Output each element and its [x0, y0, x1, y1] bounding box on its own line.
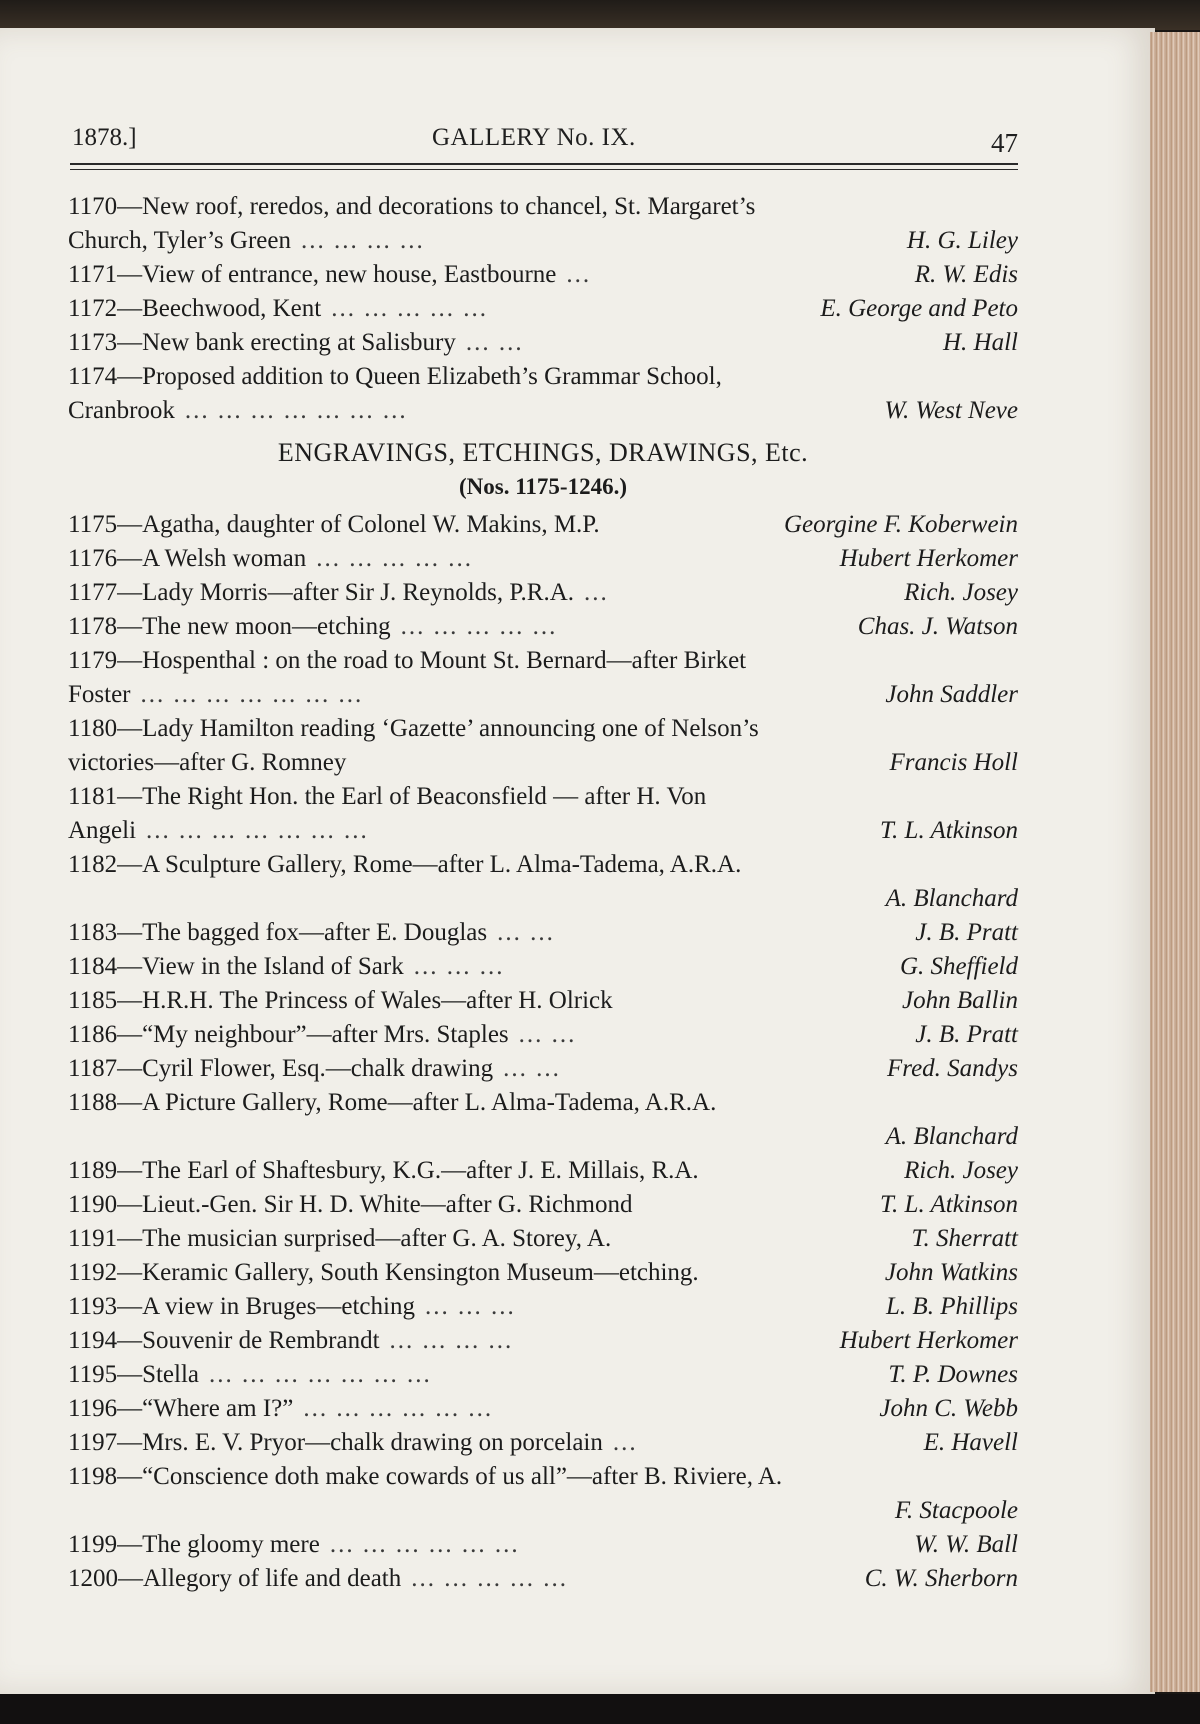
catalogue-entry	[68, 576, 1018, 610]
leader-dots: ... ...	[465, 329, 524, 356]
entry-title: Allegory of life and death	[143, 1565, 402, 1592]
entry-title: A Picture Gallery, Rome—after L. Alma-Tadema, A.R.A.	[142, 1089, 717, 1116]
catalogue-entry	[68, 326, 1018, 360]
entry-title: Cyril Flower, Esq.—chalk drawing	[142, 1055, 494, 1082]
entry-title: “Conscience doth make cowards of us all”—after B. Riviere, A.	[142, 1463, 783, 1490]
catalogue-entry	[68, 1562, 1018, 1596]
entry-artist: John Saddler	[885, 681, 1018, 708]
entry-number: 1197—	[68, 1429, 143, 1456]
catalogue-entry	[68, 258, 1018, 292]
entry-artist-line	[68, 1494, 1018, 1528]
leader-dots: ... ...	[497, 919, 555, 946]
entry-number: 1189—	[68, 1157, 143, 1184]
entry-number: 1195—	[68, 1361, 143, 1388]
catalogue-list	[68, 190, 1018, 1596]
catalogue-entry	[68, 712, 1018, 780]
entry-number: 1182—	[68, 851, 143, 878]
entry-title: A Sculpture Gallery, Rome—after L. Alma-Tadema, A.R.A.	[142, 851, 742, 878]
entry-number: 1188—	[68, 1089, 143, 1116]
leader-dots: ... ... ... ... ... ... ...	[140, 681, 364, 708]
leader-dots: ... ... ... ... ...	[411, 1565, 568, 1592]
catalogue-entry	[68, 1086, 1018, 1120]
page-number: 47	[991, 128, 1018, 158]
catalogue-entry	[68, 644, 1018, 712]
entry-title: Stella	[142, 1361, 200, 1388]
entry-artist: Hubert Herkomer	[839, 545, 1018, 572]
entry-title: Lady Morris—after Sir J. Reynolds, P.R.A.	[142, 579, 574, 606]
catalogue-entry	[68, 984, 1018, 1018]
entry-title: Hospenthal : on the road to Mount St. Bernard—after Birket	[142, 647, 747, 674]
entry-artist: Hubert Herkomer	[839, 1327, 1018, 1354]
leader-dots: ... ... ... ...	[389, 1327, 514, 1354]
entry-artist-line	[68, 882, 1018, 916]
catalogue-entry	[68, 1188, 1018, 1222]
catalogue-entry	[68, 292, 1018, 326]
leader-dots: ... ... ...	[413, 953, 505, 980]
entry-number: 1170—	[68, 193, 143, 220]
entry-artist: C. W. Sherborn	[864, 1565, 1018, 1592]
entry-title: Proposed addition to Queen Elizabeth’s Grammar School,	[142, 363, 722, 390]
entry-number: 1181—	[68, 783, 143, 810]
entry-title: The Earl of Shaftesbury, K.G.—after J. E. Millais, R.A.	[142, 1157, 699, 1184]
entry-artist: W. West Neve	[884, 397, 1018, 424]
catalogue-entry	[68, 1426, 1018, 1460]
entry-title: New bank erecting at Salisbury	[142, 329, 456, 356]
entry-title: View in the Island of Sark	[142, 953, 404, 980]
leader-dots: ... ... ... ... ... ... ...	[209, 1361, 432, 1388]
entry-artist: Chas. J. Watson	[857, 613, 1018, 640]
entry-artist: G. Sheffield	[899, 953, 1018, 980]
entry-title: “Where am I?”	[142, 1395, 294, 1422]
catalogue-entry	[68, 1052, 1018, 1086]
entry-title: A view in Bruges—etching	[142, 1293, 415, 1320]
catalogue-entry	[68, 360, 1018, 428]
entry-artist: T. L. Atkinson	[880, 817, 1018, 844]
leader-dots: ... ... ... ... ... ...	[303, 1395, 494, 1422]
entry-number: 1174—	[68, 363, 143, 390]
entry-title: View of entrance, new house, Eastbourne	[142, 261, 557, 288]
entry-title: Agatha, daughter of Colonel W. Makins, M.P.	[142, 511, 600, 538]
entry-artist: H. Hall	[943, 329, 1018, 356]
catalogue-entry	[68, 1358, 1018, 1392]
entry-number: 1194—	[68, 1327, 143, 1354]
entry-number: 1177—	[68, 579, 143, 606]
book-bottom-edge	[0, 1694, 1200, 1724]
catalogue-entry	[68, 780, 1018, 848]
entry-number: 1172—	[68, 295, 143, 322]
leader-dots: ... ...	[518, 1021, 577, 1048]
entry-number: 1187—	[68, 1055, 143, 1082]
entry-number: 1185—	[68, 987, 143, 1014]
leader-dots: ... ... ... ... ... ...	[329, 1531, 520, 1558]
catalogue-entry	[68, 916, 1018, 950]
entry-title: “My neighbour”—after Mrs. Staples	[142, 1021, 509, 1048]
entry-number: 1198—	[68, 1463, 143, 1490]
entry-artist: Rich. Josey	[904, 579, 1018, 606]
entry-artist: H. G. Liley	[906, 227, 1018, 254]
catalogue-entry	[68, 1324, 1018, 1358]
entry-number: 1184—	[68, 953, 143, 980]
entry-artist: Francis Holl	[889, 749, 1018, 776]
entry-title: H.R.H. The Princess of Wales—after H. Olrick	[142, 987, 613, 1014]
entry-artist: John Watkins	[884, 1259, 1018, 1286]
entry-title: Lady Hamilton reading ‘Gazette’ announcing one of Nelson’s	[142, 715, 759, 742]
leader-dots: ...	[612, 1429, 638, 1456]
entry-artist: E. George and Peto	[820, 295, 1018, 322]
catalogue-entry	[68, 1222, 1018, 1256]
entry-artist: A. Blanchard	[885, 1123, 1018, 1150]
entry-title: The Right Hon. the Earl of Beaconsfield — after H. Von	[142, 783, 707, 810]
entry-number: 1192—	[68, 1259, 143, 1286]
entry-number: 1175—	[68, 511, 143, 538]
entry-number: 1171—	[68, 261, 143, 288]
catalogue-entry	[68, 950, 1018, 984]
entry-number: 1199—	[68, 1531, 143, 1558]
entry-artist: Fred. Sandys	[887, 1055, 1018, 1082]
leader-dots: ... ... ... ... ...	[316, 545, 474, 572]
leader-dots: ... ... ... ... ...	[400, 613, 558, 640]
entry-artist: J. B. Pratt	[915, 1021, 1018, 1048]
catalogue-entry	[68, 610, 1018, 644]
entry-number: 1176—	[68, 545, 143, 572]
header-rule-thin	[70, 169, 1018, 170]
entry-title: The bagged fox—after E. Douglas	[142, 919, 488, 946]
catalogue-entry	[68, 1392, 1018, 1426]
entry-number: 1200—	[68, 1565, 143, 1592]
entry-title: Lieut.-Gen. Sir H. D. White—after G. Richmond	[142, 1191, 633, 1218]
entry-number: 1183—	[68, 919, 143, 946]
header-title: GALLERY No. IX.	[432, 124, 636, 151]
entry-artist: T. Sherratt	[911, 1225, 1018, 1252]
entry-title-continued: Foster ... ... ... ... ... ... ...	[68, 681, 364, 708]
catalogue-entry	[68, 1154, 1018, 1188]
entry-artist: A. Blanchard	[885, 885, 1018, 912]
catalogue-entry	[68, 1018, 1018, 1052]
header-year: 1878.]	[72, 124, 137, 151]
leader-dots: ... ... ... ... ... ... ...	[146, 817, 369, 844]
entry-number: 1173—	[68, 329, 143, 356]
entry-artist-line	[68, 1120, 1018, 1154]
entry-title: The new moon—etching	[142, 613, 391, 640]
leader-dots: ...	[566, 261, 592, 288]
entry-number: 1180—	[68, 715, 143, 742]
entry-title: A Welsh woman	[142, 545, 307, 572]
entry-title: Mrs. E. V. Pryor—chalk drawing on porcelain	[142, 1429, 603, 1456]
entry-number: 1178—	[68, 613, 143, 640]
entry-artist: R. W. Edis	[914, 261, 1018, 288]
header-rule	[70, 163, 1018, 165]
entry-title: Keramic Gallery, South Kensington Museum—etching.	[142, 1259, 699, 1286]
entry-title: The musician surprised—after G. A. Storey, A.	[142, 1225, 612, 1252]
entry-artist: John Ballin	[902, 987, 1018, 1014]
entry-title: The gloomy mere	[142, 1531, 320, 1558]
entry-artist: Georgine F. Koberwein	[783, 511, 1018, 538]
entry-title-continued: victories—after G. Romney	[68, 749, 347, 776]
entry-artist: W. W. Ball	[914, 1531, 1018, 1558]
leader-dots: ... ... ... ... ...	[331, 295, 488, 322]
book-top-edge	[0, 0, 1200, 30]
catalogue-entry	[68, 508, 1018, 542]
entry-title: Beechwood, Kent	[142, 295, 322, 322]
entry-number: 1186—	[68, 1021, 143, 1048]
catalogue-entry	[68, 542, 1018, 576]
catalogue-entry	[68, 1460, 1018, 1494]
catalogue-entry	[68, 1290, 1018, 1324]
entry-artist: J. B. Pratt	[915, 919, 1018, 946]
entry-title-continued: Cranbrook ... ... ... ... ... ... ...	[68, 397, 408, 424]
entry-artist: John C. Webb	[879, 1395, 1018, 1422]
entry-number: 1179—	[68, 647, 143, 674]
running-header	[70, 118, 1018, 158]
leader-dots: ...	[584, 579, 609, 606]
entry-title-continued: Angeli ... ... ... ... ... ... ...	[68, 817, 369, 844]
entry-number: 1190—	[68, 1191, 143, 1218]
leader-dots: ... ... ... ...	[300, 227, 425, 254]
entry-number: 1196—	[68, 1395, 143, 1422]
entry-artist: L. B. Phillips	[886, 1293, 1018, 1320]
catalogue-entry	[68, 190, 1018, 258]
entry-artist: E. Havell	[923, 1429, 1018, 1456]
entry-artist: T. L. Atkinson	[880, 1191, 1018, 1218]
entry-artist: T. P. Downes	[888, 1361, 1018, 1388]
section-title: ENGRAVINGS, ETCHINGS, DRAWINGS, Etc.	[277, 438, 809, 467]
entry-artist: F. Stacpoole	[894, 1497, 1018, 1524]
entry-number: 1191—	[68, 1225, 143, 1252]
section-subtitle: (Nos. 1175-1246.)	[458, 474, 628, 499]
leader-dots: ... ... ...	[424, 1293, 516, 1320]
entry-title: Souvenir de Rembrandt	[142, 1327, 380, 1354]
entry-title-continued: Church, Tyler’s Green ... ... ... ...	[68, 227, 425, 254]
catalogue-entry	[68, 1256, 1018, 1290]
entry-number: 1193—	[68, 1293, 143, 1320]
entry-title: New roof, reredos, and decorations to chancel, St. Margaret’s	[142, 193, 756, 220]
page-edges	[1150, 32, 1200, 1692]
leader-dots: ... ...	[503, 1055, 561, 1082]
catalogue-entry	[68, 848, 1018, 882]
catalogue-entry	[68, 1528, 1018, 1562]
entry-artist: Rich. Josey	[904, 1157, 1018, 1184]
leader-dots: ... ... ... ... ... ... ...	[184, 397, 408, 424]
